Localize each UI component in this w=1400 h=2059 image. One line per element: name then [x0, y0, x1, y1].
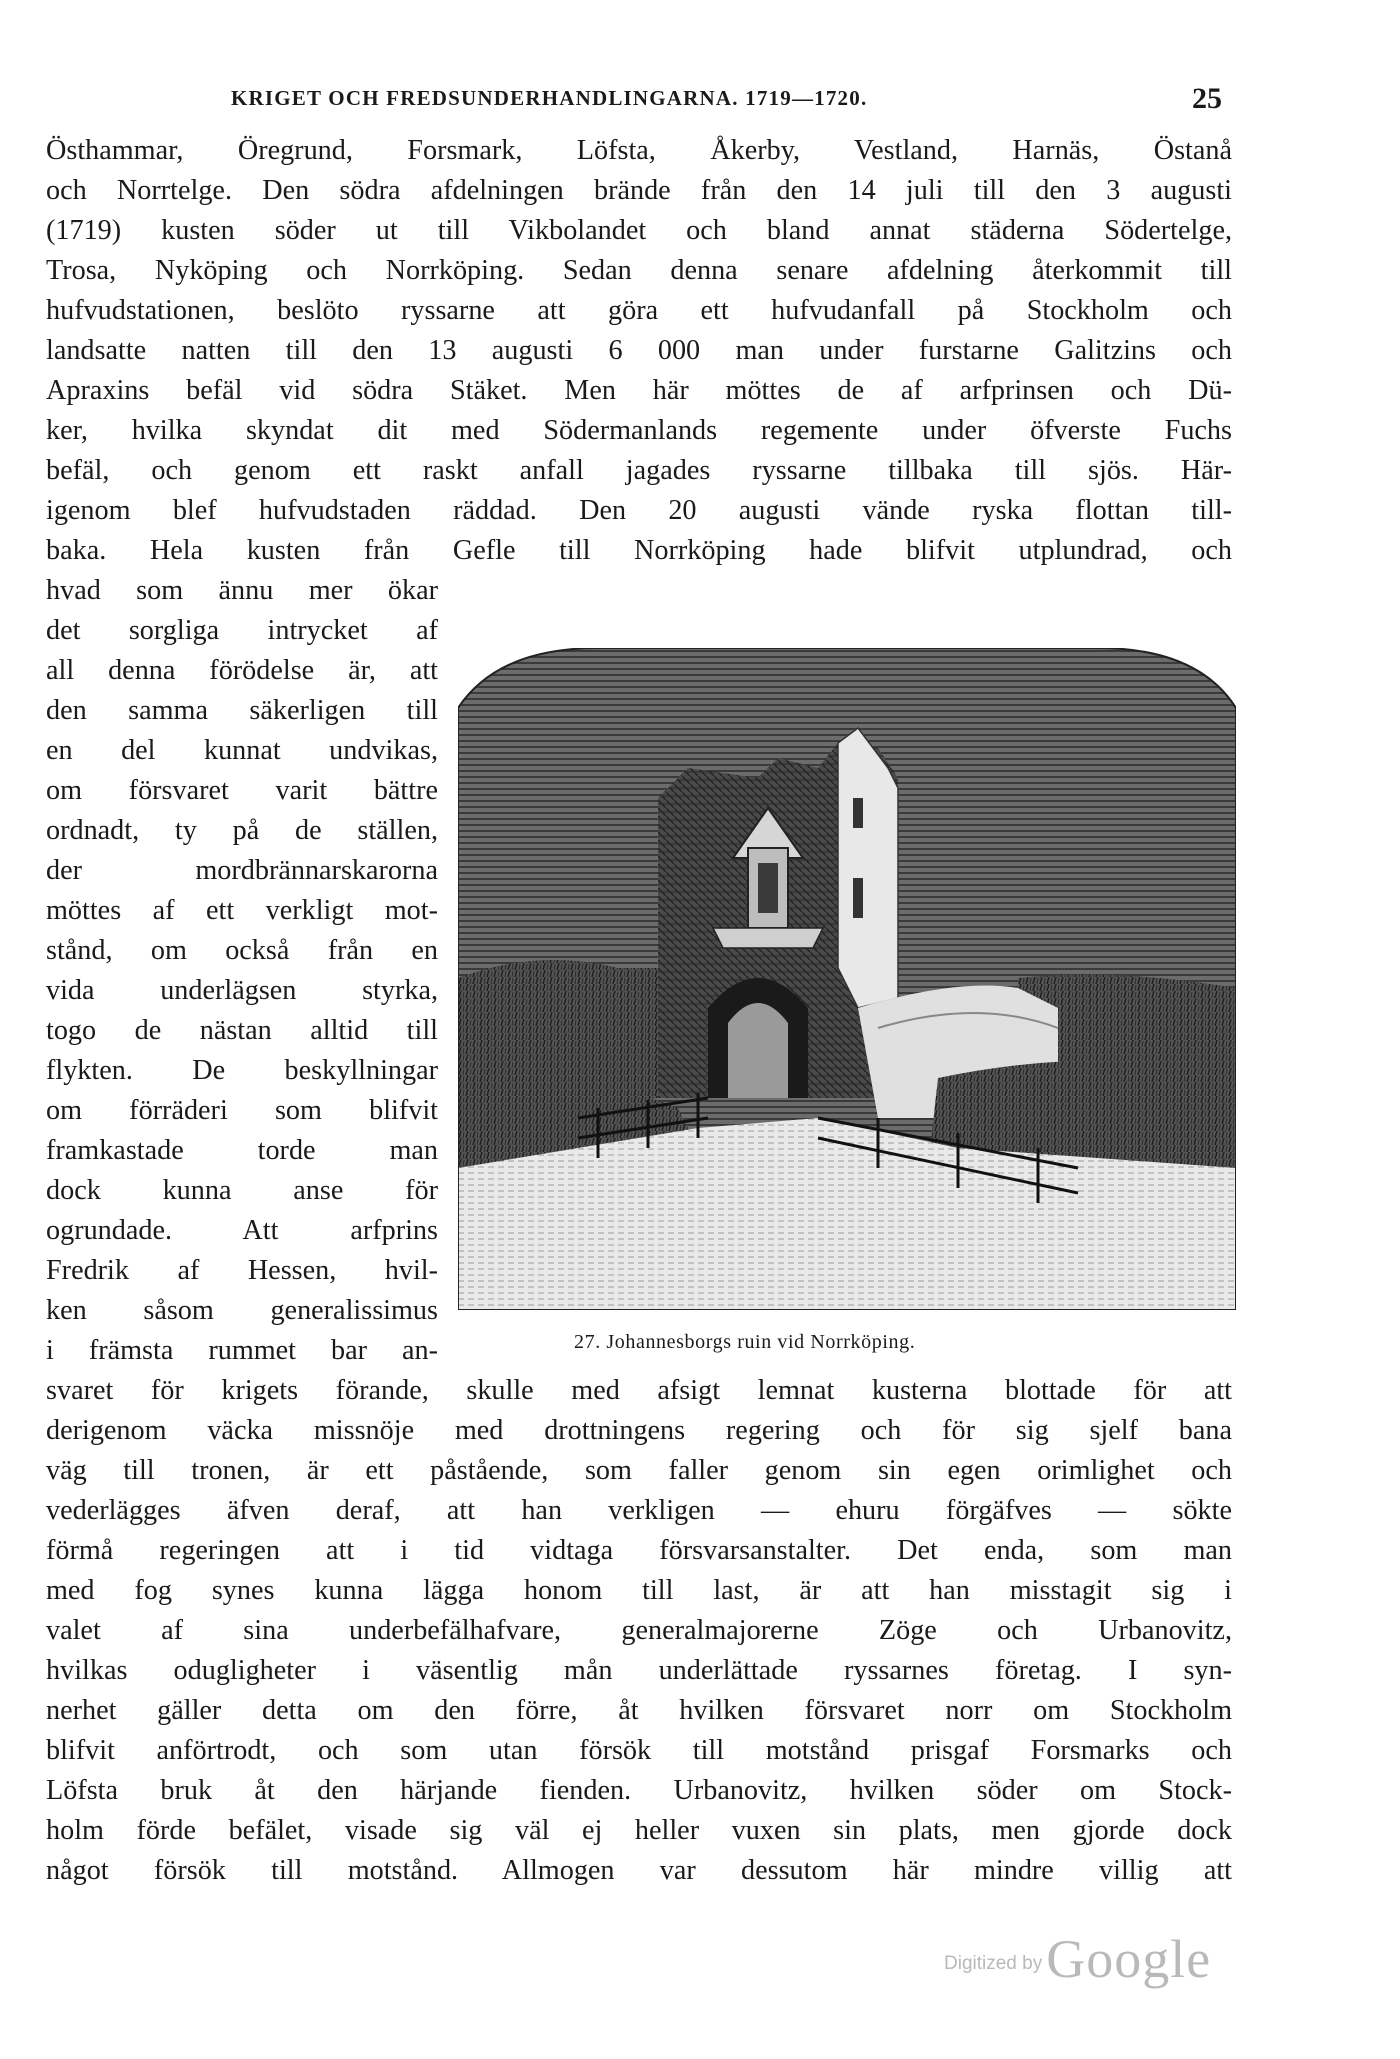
- text-line: om försvaret varit bättre: [46, 775, 438, 806]
- text-line: dock kunna anse för: [46, 1175, 438, 1206]
- text-line: hvilkas odugligheter i väsentlig mån underlättade ryssarnes företag. I syn-: [46, 1655, 1232, 1686]
- text-line: Apraxins befäl vid södra Stäket. Men här möttes de af arfprinsen och Dü-: [46, 375, 1232, 406]
- watermark-prefix: Digitized by: [944, 1953, 1043, 1974]
- text-line: om förräderi som blifvit: [46, 1095, 438, 1126]
- text-line: (1719) kusten söder ut till Vikbolandet och bland annat städerna Södertelge,: [46, 215, 1232, 246]
- figure-caption: 27. Johannesborgs ruin vid Norrköping.: [574, 1331, 916, 1353]
- text-line: holm förde befälet, visade sig väl ej heller vuxen sin plats, men gjorde dock: [46, 1815, 1232, 1846]
- running-title: KRIGET OCH FREDSUNDERHANDLINGARNA. 1719—1720.: [231, 86, 868, 110]
- text-line: valet af sina underbefälhafvare, generalmajorerne Zöge och Urbanovitz,: [46, 1615, 1232, 1646]
- text-line: i främsta rummet bar an-: [46, 1335, 438, 1366]
- text-line: Fredrik af Hessen, hvil-: [46, 1255, 438, 1286]
- figure-engraving: [458, 648, 1236, 1310]
- ruin-engraving-illustration: [458, 648, 1236, 1310]
- google-logo: Google: [1046, 1929, 1212, 1989]
- page-number: 25: [1192, 82, 1222, 115]
- text-line: väg till tronen, är ett påstående, som faller genom sin egen orimlighet och: [46, 1455, 1232, 1486]
- text-line: Löfsta bruk åt den härjande fienden. Urbanovitz, hvilken söder om Stock-: [46, 1775, 1232, 1806]
- text-line: derigenom väcka missnöje med drottningens regering och för sig sjelf bana: [46, 1415, 1232, 1446]
- text-line: hvad som ännu mer ökar: [46, 575, 438, 606]
- text-line: den samma säkerligen till: [46, 695, 438, 726]
- text-line: ken såsom generalissimus: [46, 1295, 438, 1326]
- text-line: befäl, och genom ett raskt anfall jagades ryssarne tillbaka till sjös. Här-: [46, 455, 1232, 486]
- text-line: all denna förödelse är, att: [46, 655, 438, 686]
- text-line: vederlägges äfven deraf, att han verkligen — ehuru förgäfves — sökte: [46, 1495, 1232, 1526]
- text-line: hufvudstationen, beslöto ryssarne att göra ett hufvudanfall på Stockholm och: [46, 295, 1232, 326]
- text-line: landsatte natten till den 13 augusti 6 000 man under furstarne Galitzins och: [46, 335, 1232, 366]
- text-line: nerhet gäller detta om den förre, åt hvilken försvaret norr om Stockholm: [46, 1695, 1232, 1726]
- text-line: framkastade torde man: [46, 1135, 438, 1166]
- text-line: togo de nästan alltid till: [46, 1015, 438, 1046]
- text-line: förmå regeringen att i tid vidtaga försvarsanstalter. Det enda, som man: [46, 1535, 1232, 1566]
- digitized-by-watermark: [944, 1928, 1211, 1990]
- text-line: Östhammar, Öregrund, Forsmark, Löfsta, Åkerby, Vestland, Harnäs, Östanå: [46, 135, 1232, 166]
- text-line: något försök till motstånd. Allmogen var dessutom här mindre villig att: [46, 1855, 1232, 1886]
- text-line: baka. Hela kusten från Gefle till Norrköping hade blifvit utplundrad, och: [46, 535, 1232, 566]
- text-line: der mordbrännarskarorna: [46, 855, 438, 886]
- running-head: [46, 82, 1236, 122]
- text-line: ordnadt, ty på de ställen,: [46, 815, 438, 846]
- text-line: vida underlägsen styrka,: [46, 975, 438, 1006]
- text-line: möttes af ett verkligt mot-: [46, 895, 438, 926]
- text-line: Trosa, Nyköping och Norrköping. Sedan denna senare afdelning återkommit till: [46, 255, 1232, 286]
- text-line: stånd, om också från en: [46, 935, 438, 966]
- text-line: med fog synes kunna lägga honom till last, är att han misstagit sig i: [46, 1575, 1232, 1606]
- text-line: och Norrtelge. Den södra afdelningen brände från den 14 juli till den 3 augusti: [46, 175, 1232, 206]
- text-line: det sorgliga intrycket af: [46, 615, 438, 646]
- text-line: ogrundade. Att arfprins: [46, 1215, 438, 1246]
- text-line: flykten. De beskyllningar: [46, 1055, 438, 1086]
- text-line: svaret för krigets förande, skulle med afsigt lemnat kusterna blottade för att: [46, 1375, 1232, 1406]
- text-line: blifvit anförtrodt, och som utan försök till motstånd prisgaf Forsmarks och: [46, 1735, 1232, 1766]
- text-line: ker, hvilka skyndat dit med Södermanlands regemente under öfverste Fuchs: [46, 415, 1232, 446]
- text-line: igenom blef hufvudstaden räddad. Den 20 augusti vände ryska flottan till-: [46, 495, 1232, 526]
- text-line: en del kunnat undvikas,: [46, 735, 438, 766]
